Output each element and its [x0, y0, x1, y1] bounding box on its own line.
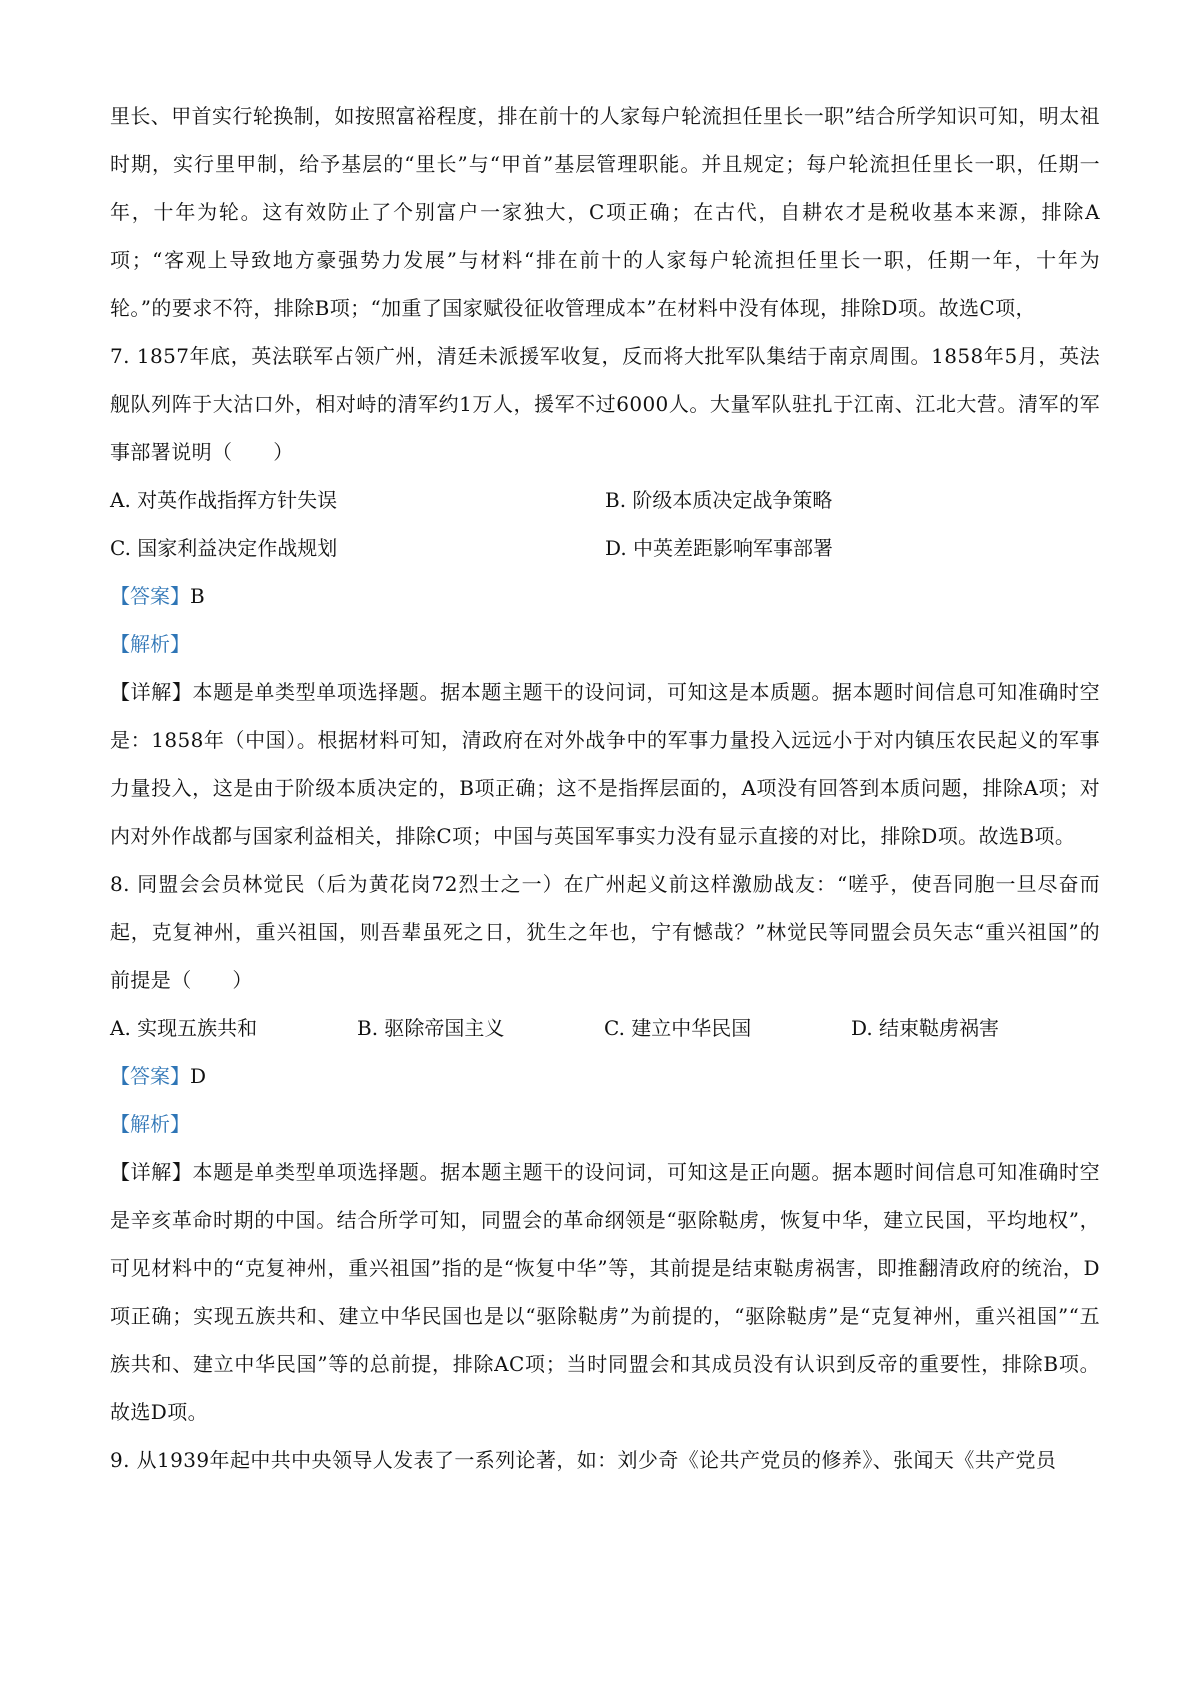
q7-options [110, 476, 1100, 572]
q7-answer: B [190, 584, 205, 608]
q8-analysis-tag: 【解析】 [110, 1112, 190, 1136]
q7-option-b: B. 阶级本质决定战争策略 [605, 488, 833, 512]
q7-stem: 7. 1857年底，英法联军占领广州，清廷未派援军收复，反而将大批军队集结于南京周围。1858年5月，英法舰队列阵于大沽口外，相对峙的清军约1万人，援军不过6000人。大量军队驻扎于江南、江北大营。清军的军事部署说明（ ） [110, 344, 1100, 464]
q7-answer-tag: 【答案】 [110, 584, 190, 608]
q8-answer-line [110, 1052, 1100, 1100]
q7-detail [110, 668, 1100, 860]
q7-option-d: D. 中英差距影响军事部署 [605, 536, 834, 560]
q8-option-b: B. 驱除帝国主义 [357, 1016, 505, 1040]
q8-detail [110, 1148, 1100, 1436]
q7-option-a: A. 对英作战指挥方针失误 [110, 488, 338, 512]
q8-answer-tag: 【答案】 [110, 1064, 190, 1088]
q8-option-d: D. 结束鞑虏祸害 [851, 1016, 1000, 1040]
q8-option-c: C. 建立中华民国 [604, 1016, 752, 1040]
q8-option-a: A. 实现五族共和 [110, 1016, 258, 1040]
q7-option-c: C. 国家利益决定作战规划 [110, 536, 338, 560]
q7-analysis-tag: 【解析】 [110, 632, 190, 656]
document-page [110, 92, 1100, 1484]
q8-options [110, 1004, 1100, 1052]
q8-detail-text: 本题是单类型单项选择题。据本题主题干的设问词，可知这是正向题。据本题时间信息可知准确时空是辛亥革命时期的中国。结合所学可知，同盟会的革命纲领是“驱除鞑虏，恢复中华，建立民国，平均地权”，可见材料中的“克复神州，重兴祖国”指的是“恢复中华”等，其前提是结束鞑虏祸害，即推翻清政府的统治，D项正确；实现五族共和、建立中华民国也是以“驱除鞑虏”为前提的，“驱除鞑虏”是“克复神州，重兴祖国”“五族共和、建立中华民国”等的总前提，排除AC项；当时同盟会和其成员没有认识到反帝的重要性，排除B项。故选D项。 [110, 1160, 1100, 1424]
q8-analysis-line [110, 1100, 1100, 1148]
q8-stem: 8. 同盟会会员林觉民（后为黄花岗72烈士之一）在广州起义前这样激励战友：“嗟乎，使吾同胞一旦尽奋而起，克复神州，重兴祖国，则吾辈虽死之日，犹生之年也，宁有憾哉？”林觉民等同盟会员矢志“重兴祖国”的前提是（ ） [110, 872, 1100, 992]
q9-stem: 9. 从1939年起中共中央领导人发表了一系列论著，如：刘少奇《论共产党员的修养》、张闻天《共产党员 [110, 1448, 1057, 1472]
q8-answer: D [190, 1064, 207, 1088]
q7-detail-tag: 【详解】 [110, 680, 193, 704]
q6-explanation-tail: 里长、甲首实行轮换制，如按照富裕程度，排在前十的人家每户轮流担任里长一职”结合所学知识可知，明太祖时期，实行里甲制，给予基层的“里长”与“甲首”基层管理职能。并且规定；每户轮流担任里长一职，任期一年，十年为轮。这有效防止了个别富户一家独大，C项正确；在古代，自耕农才是税收基本来源，排除A项；“客观上导致地方豪强势力发展”与材料“排在前十的人家每户轮流担任里长一职，任期一年，十年为轮。”的要求不符，排除B项；“加重了国家赋役征收管理成本”在材料中没有体现，排除D项。故选C项， [110, 104, 1100, 320]
q7-detail-text: 本题是单类型单项选择题。据本题主题干的设问词，可知这是本质题。据本题时间信息可知准确时空是：1858年（中国）。根据材料可知，清政府在对外战争中的军事力量投入远远小于对内镇压农民起义的军事力量投入，这是由于阶级本质决定的，B项正确；这不是指挥层面的，A项没有回答到本质问题，排除A项；对内对外作战都与国家利益相关，排除C项；中国与英国军事实力没有显示直接的对比，排除D项。故选B项。 [110, 680, 1100, 848]
q7-analysis-line [110, 620, 1100, 668]
q8-detail-tag: 【详解】 [110, 1160, 193, 1184]
q7-answer-line [110, 572, 1100, 620]
